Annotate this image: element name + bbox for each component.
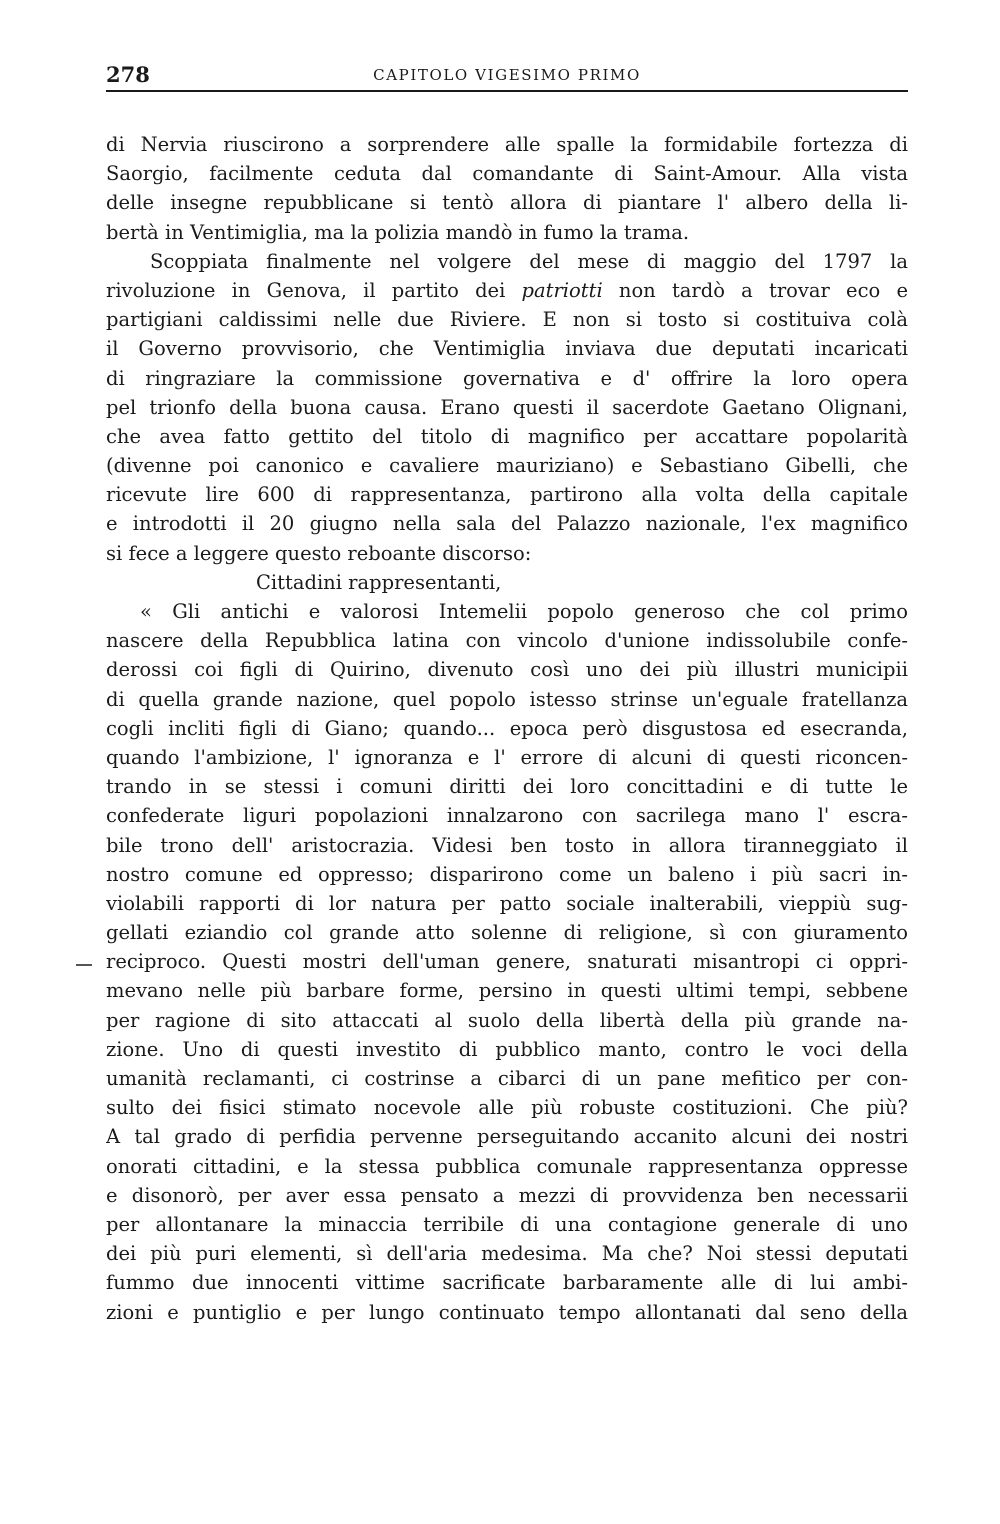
- text-line: ricevute lire 600 di rappresentanza, partirono alla volta della capitale: [106, 483, 908, 507]
- text-line: delle insegne repubblicane si tentò allora di piantare l' albero della li-: [106, 191, 908, 215]
- text-line: partigiani caldissimi nelle due Riviere. E non si tosto si costituiva colà: [106, 308, 908, 332]
- chapter-title: CAPITOLO VIGESIMO PRIMO: [373, 66, 641, 84]
- text-line: sulto dei fisici stimato nocevole alle più robuste costituzioni. Che più?: [106, 1096, 908, 1120]
- text-line: nascere della Repubblica latina con vincolo d'unione indissolubile confe-: [106, 629, 908, 653]
- text-line: e introdotti il 20 giugno nella sala del Palazzo nazionale, l'ex magnifico: [106, 512, 908, 536]
- text-line: zioni e puntiglio e per lungo continuato tempo allontanati dal seno della: [106, 1300, 908, 1324]
- text-line: A tal grado di perfidia pervenne perseguitando accanito alcuni dei nostri: [106, 1125, 908, 1149]
- text-line: e disonorò, per aver essa pensato a mezzi di provvidenza ben necessarii: [106, 1183, 908, 1207]
- italic-word: patriotti: [521, 278, 603, 302]
- text-line: Scoppiata finalmente nel volgere del mese di maggio del 1797 la: [150, 249, 908, 273]
- text-line: (divenne poi canonico e cavaliere mauriziano) e Sebastiano Gibelli, che: [106, 454, 908, 478]
- text-line: si fece a leggere questo reboante discorso:: [106, 541, 532, 565]
- text-line: di Nervia riuscirono a sorprendere alle spalle la formidabile fortezza di: [106, 133, 908, 156]
- text-line: mevano nelle più barbare forme, persino in questi ultimi tempi, sebbene: [106, 979, 908, 1003]
- text-line: reciproco. Questi mostri dell'uman genere, snaturati misantropi ci oppri-: [106, 950, 908, 974]
- text-line: quando l'ambizione, l' ignoranza e l' errore di alcuni di questi riconcen-: [106, 745, 908, 769]
- text-line: che avea fatto gettito del titolo di magnifico per accattare popolarità: [106, 424, 908, 448]
- text-line: onorati cittadini, e la stessa pubblica comunale rappresentanza oppresse: [106, 1154, 908, 1178]
- text-line: pel trionfo della buona causa. Erano questi il sacerdote Gaetano Olignani,: [106, 395, 908, 419]
- text-line: per allontanare la minaccia terribile di una contagione generale di uno: [106, 1212, 908, 1236]
- text-line: Cittadini rappresentanti,: [256, 570, 502, 594]
- text-line: bile trono dell' aristocrazia. Videsi ben tosto in allora tiranneggiato il: [106, 833, 908, 857]
- text-line: cogli incliti figli di Giano; quando... epoca però disgustosa ed esecranda,: [106, 716, 908, 740]
- text-line: dei più puri elementi, sì dell'aria medesima. Ma che? Noi stessi deputati: [106, 1242, 908, 1266]
- text-line: di quella grande nazione, quel popolo istesso strinse un'eguale fratellanza: [106, 687, 908, 711]
- text-line: violabili rapporti di lor natura per patto sociale inalterabili, vieppiù sug-: [106, 891, 908, 915]
- text-line: umanità reclamanti, ci costrinse a cibarci di un pane mefitico per con-: [106, 1067, 908, 1090]
- text-line: « Gli antichi e valorosi Intemelii popolo generoso che col primo: [140, 600, 908, 623]
- text-line: Saorgio, facilmente ceduta dal comandante di Saint-Amour. Alla vista: [106, 162, 908, 186]
- text-line: fummo due innocenti vittime sacrificate barbaramente alle di lui ambi-: [106, 1271, 908, 1295]
- text-line: zione. Uno di questi investito di pubblico manto, contro le voci della: [106, 1037, 908, 1061]
- margin-mark: [76, 964, 92, 966]
- text-line: bertà in Ventimiglia, ma la polizia mandò in fumo la trama.: [106, 220, 690, 244]
- running-head: [106, 60, 908, 92]
- page-number: 278: [106, 62, 150, 87]
- text-line: gellati eziandio col grande atto solenne di religione, sì con giuramento: [106, 921, 908, 945]
- text-line: confederate liguri popolazioni innalzarono con sacrilega mano l' escra-: [106, 804, 908, 828]
- text-line: il Governo provvisorio, che Ventimiglia inviava due deputati incaricati: [106, 337, 908, 361]
- text-line: nostro comune ed oppresso; disparirono come un baleno i più sacri in-: [106, 862, 908, 886]
- body-text: [106, 130, 908, 1327]
- text-line: trando in se stessi i comuni diritti dei loro concittadini e di tutte le: [106, 775, 908, 799]
- text-line: rivoluzione in Genova, il partito dei patriotti non tardò a trovar eco e: [106, 278, 908, 302]
- text-line: di ringraziare la commissione governativa e d' offrire la loro opera: [106, 366, 908, 390]
- text-line: per ragione di sito attaccati al suolo della libertà della più grande na-: [106, 1008, 908, 1032]
- text-line: derossi coi figli di Quirino, divenuto così uno dei più illustri municipii: [106, 658, 908, 682]
